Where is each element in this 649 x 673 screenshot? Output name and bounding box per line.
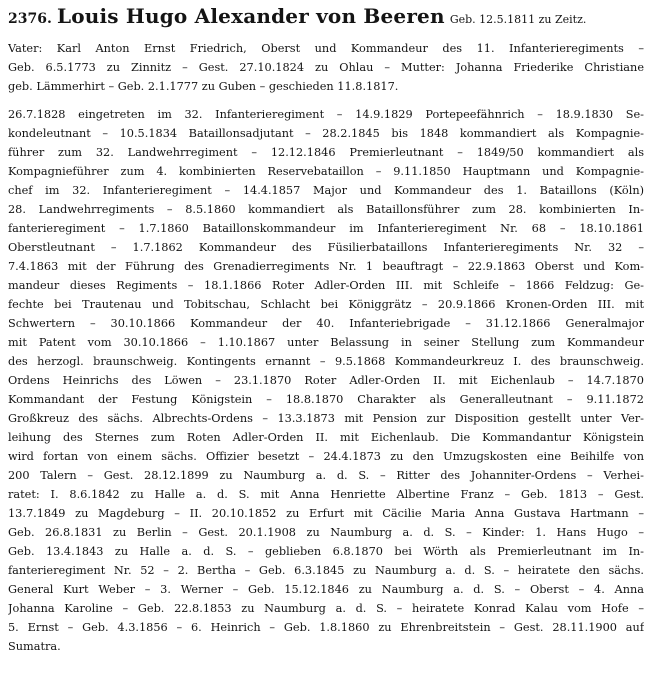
text-line: Geb. 26.8.1831 zu Berlin – Gest. 20.1.1908 zu Naumburg a. d. S. – Kinder: 1. Hans Hugo – [8, 526, 644, 539]
text-line: Vater: Karl Anton Ernst Friedrich, Oberst und Kommandeur des 11. Infanterieregiments – [8, 42, 644, 55]
text-line: Kompagnieführer zum 4. kombinierten Reservebataillon – 9.11.1850 Hauptmann und Kompagnie- [8, 165, 644, 178]
career-paragraph [8, 105, 644, 665]
text-line: Ordens Heinrichs des Löwen – 23.1.1870 Roter Adler-Orden II. mit Eichenlaub – 14.7.1870 [8, 374, 644, 387]
birth-info: Geb. 12.5.1811 zu Zeitz. [449, 13, 587, 26]
text-line: 28. Landwehrregiments – 8.5.1860 kommandiert als Bataillonsführer zum 28. kombinierten In- [8, 203, 644, 216]
parents-paragraph [8, 39, 644, 96]
text-line: führer zum 32. Landwehrregiment – 12.12.1846 Premierleutnant – 1849/50 kommandiert als [8, 146, 644, 159]
text-line: des herzogl. braunschweig. Kontingents ernannt – 9.5.1868 Kommandeurkreuz I. des braunschweig. [8, 355, 644, 368]
text-line: 26.7.1828 eingetreten im 32. Infanterieregiment – 14.9.1829 Portepeefähnrich – 18.9.1830 Se- [8, 108, 644, 121]
entry-header [8, 4, 644, 36]
text-line: chef im 32. Infanterieregiment – 14.4.1857 Major und Kommandeur des 1. Bataillons (Köln) [8, 184, 644, 197]
text-line: wird fortan von einem sächs. Offizier besetzt – 24.4.1873 zu den Umzugskosten eine Beihilfe von [8, 450, 644, 463]
text-line: Johanna Karoline – Geb. 22.8.1853 zu Naumburg a. d. S. – heiratete Konrad Kalau vom Hofe – [8, 602, 644, 615]
text-line: fanterieregiment Nr. 52 – 2. Bertha – Geb. 6.3.1845 zu Naumburg a. d. S. – heiratete den sächs. [8, 564, 644, 577]
text-line: Schwertern – 30.10.1866 Kommandeur der 40. Infanteriebrigade – 31.12.1866 Generalmajor [8, 317, 644, 330]
text-line: Sumatra. [8, 640, 61, 653]
entry-number: 2376. [8, 11, 52, 27]
text-line: geb. Lämmerhirt – Geb. 2.1.1777 zu Guben – geschieden 11.8.1817. [8, 80, 399, 93]
text-line: Geb. 13.4.1843 zu Halle a. d. S. – geblieben 6.8.1870 bei Wörth als Premierleutnant im In- [8, 545, 644, 558]
text-line: Oberstleutnant – 1.7.1862 Kommandeur des Füsilierbataillons Infanterieregiments Nr. 32 – [8, 241, 644, 254]
text-line: mandeur dieses Regiments – 18.1.1866 Roter Adler-Orden III. mit Schleife – 1866 Feldzug: Ge- [8, 279, 644, 292]
text-line: Großkreuz des sächs. Albrechts-Ordens – 13.3.1873 mit Pension zur Disposition gestellt unter Ver- [8, 412, 644, 425]
text-line: fechte bei Trautenau und Tobitschau, Schlacht bei Königgrätz – 20.9.1866 Kronen-Orden III. mit [8, 298, 644, 311]
text-line: leihung des Sternes zum Roten Adler-Orden II. mit Eichenlaub. Die Kommandantur Königstein [8, 431, 644, 444]
text-line: General Kurt Weber – 3. Werner – Geb. 15.12.1846 zu Naumburg a. d. S. – Oberst – 4. Anna [8, 583, 644, 596]
text-line: mit Patent vom 30.10.1866 – 1.10.1867 unter Belassung in seiner Stellung zum Kommandeur [8, 336, 644, 349]
text-line: 5. Ernst – Geb. 4.3.1856 – 6. Heinrich – Geb. 1.8.1860 zu Ehrenbreitstein – Gest. 28.11.1900 auf [8, 621, 644, 634]
text-line: Kommandant der Festung Königstein – 18.8.1870 Charakter als Generalleutnant – 9.11.1872 [8, 393, 644, 406]
text-line: 13.7.1849 zu Magdeburg – II. 20.10.1852 zu Erfurt mit Cäcilie Maria Anna Gustava Hartmann – [8, 507, 644, 520]
text-line: 200 Talern – Gest. 28.12.1899 zu Naumburg a. d. S. – Ritter des Johanniter-Ordens – Verhei- [8, 469, 644, 482]
text-line: 7.4.1863 mit der Führung des Grenadierregiments Nr. 1 beauftragt – 22.9.1863 Oberst und Kom- [8, 260, 644, 273]
text-line: ratet: I. 8.6.1842 zu Halle a. d. S. mit Anna Henriette Albertine Franz – Geb. 1813 – Gest. [8, 488, 644, 501]
text-line: kondeleutnant – 10.5.1834 Bataillonsadjutant – 28.2.1845 bis 1848 kommandiert als Kompagnie- [8, 127, 644, 140]
text-line: fanterieregiment – 1.7.1860 Bataillonskommandeur im Infanterieregiment Nr. 68 – 18.10.1861 [8, 222, 644, 235]
text-line: Geb. 6.5.1773 zu Zinnitz – Gest. 27.10.1824 zu Ohlau – Mutter: Johanna Friederike Christiane [8, 61, 644, 74]
person-name: Louis Hugo Alexander von Beeren [56, 4, 445, 28]
